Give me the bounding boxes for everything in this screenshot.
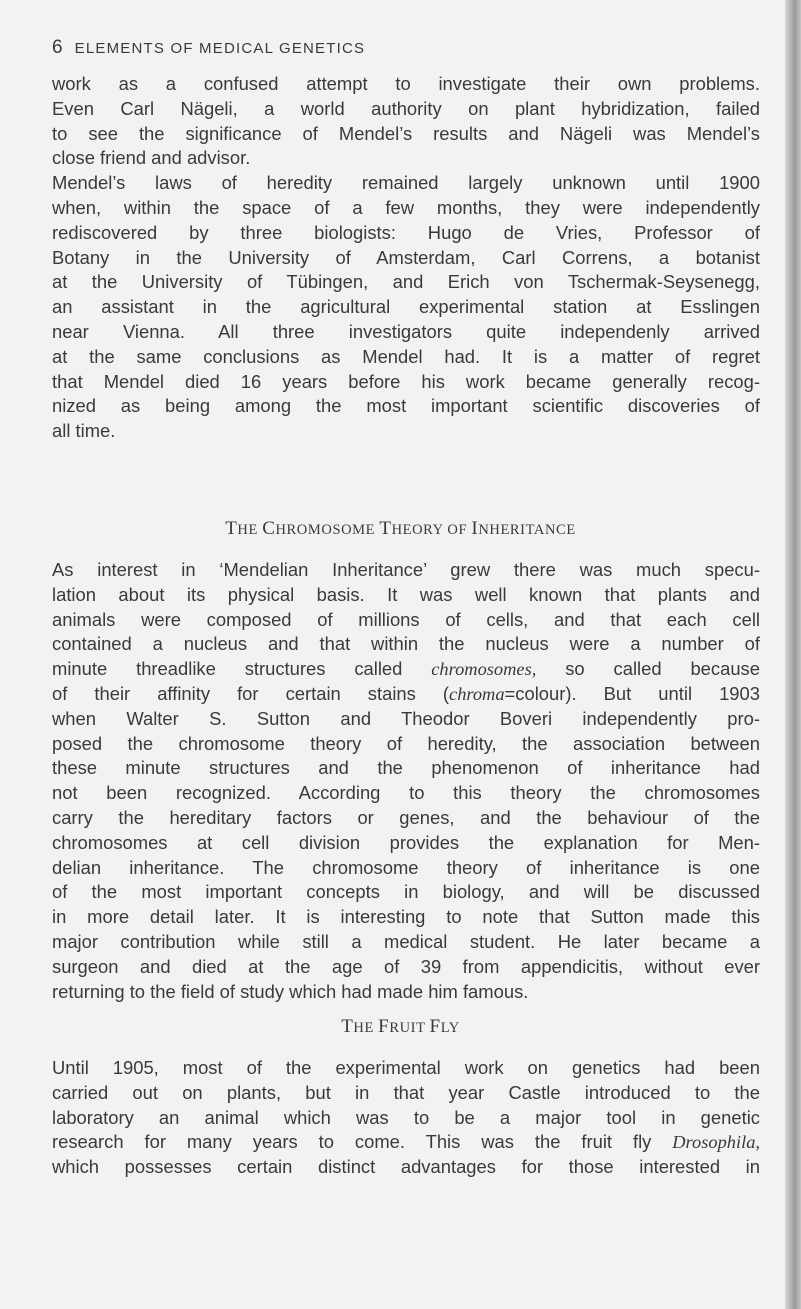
text-span: so called because xyxy=(536,658,760,680)
text-line: surgeon and died at the age of 39 from appendicitis, without ever xyxy=(52,955,760,977)
text-line: Botany in the University of Amsterdam, Carl Correns, a botanist xyxy=(52,246,760,268)
running-title: ELEMENTS OF MEDICAL GENETICS xyxy=(74,40,366,57)
text-span: minute threadlike structures called xyxy=(52,658,432,680)
text-line: that Mendel died 16 years before his work became generally recog- xyxy=(52,370,760,392)
text-line: Mendel’s laws of heredity remained largely unknown until 1900 xyxy=(52,172,760,194)
heading-letter: T xyxy=(341,1016,354,1037)
italic-term: Drosophila, xyxy=(672,1132,760,1153)
text-line: close friend and advisor. xyxy=(52,147,251,169)
text-line: to see the significance of Mendel’s results and Nägeli was Mendel’s xyxy=(52,122,760,144)
text-line: an assistant in the agricultural experimental station at Esslingen xyxy=(52,296,760,318)
text-line: carry the hereditary factors or genes, and the behaviour of the xyxy=(52,806,760,828)
heading-smallcaps: HE xyxy=(237,522,263,538)
heading-smallcaps: HROMOSOME xyxy=(275,522,380,538)
text-line: delian inheritance. The chromosome theory of inheritance is one xyxy=(52,856,760,878)
section-heading-fruit-fly xyxy=(0,1016,801,1039)
text-line: all time. xyxy=(52,420,116,442)
text-line: contained a nucleus and that within the nucleus were a number of xyxy=(52,633,760,655)
text-line xyxy=(52,682,760,707)
heading-letter: C xyxy=(262,518,276,539)
text-line: laboratory an animal which was to be a major tool in genetic xyxy=(52,1106,760,1128)
section-fruit-fly xyxy=(52,1056,760,1180)
page-edge-shadow xyxy=(785,0,801,1309)
running-header xyxy=(52,36,365,61)
text-line: Until 1905, most of the experimental work on genetics had been xyxy=(52,1057,760,1078)
text-line: when Walter S. Sutton and Theodor Boveri independently pro- xyxy=(52,707,760,729)
text-line: near Vienna. All three investigators quite independenly arrived xyxy=(52,320,760,342)
text-span: research for many years to come. This was the fruit fly xyxy=(52,1131,673,1153)
text-line: not been recognized. According to this theory the chromosomes xyxy=(52,782,760,804)
text-span: of their affinity for certain stains ( xyxy=(52,682,450,704)
italic-term: chromosomes, xyxy=(431,659,537,680)
text-line: posed the chromosome theory of heredity, the association between xyxy=(52,732,760,754)
text-line: these minute structures and the phenomenon of inheritance had xyxy=(52,757,760,779)
heading-letter: T xyxy=(379,518,392,539)
section-heading-chromosome-theory xyxy=(0,518,801,541)
text-line: chromosomes at cell division provides the explanation for Men- xyxy=(52,831,760,853)
text-line: Even Carl Nägeli, a world authority on plant hybridization, failed xyxy=(52,97,760,119)
heading-letter: I xyxy=(471,518,479,539)
text-line: lation about its physical basis. It was well known that plants and xyxy=(52,583,760,605)
text-line: As interest in ‘Mendelian Inheritance’ grew there was much specu- xyxy=(52,559,760,580)
text-line: animals were composed of millions of cells, and that each cell xyxy=(52,608,760,630)
heading-smallcaps: RUIT xyxy=(389,1020,430,1036)
text-line xyxy=(52,657,760,682)
section-mendel-rediscovery xyxy=(52,72,760,444)
italic-term: chroma xyxy=(449,683,505,704)
heading-smallcaps: HEORY OF xyxy=(391,522,472,538)
heading-smallcaps: LY xyxy=(440,1020,460,1036)
heading-smallcaps: NHERITANCE xyxy=(478,522,576,538)
text-line: major contribution while still a medical student. He later became a xyxy=(52,930,760,952)
text-line: nized as being among the most important scientific discoveries of xyxy=(52,395,760,417)
heading-letter: T xyxy=(225,518,238,539)
text-line: at the same conclusions as Mendel had. It is a matter of regret xyxy=(52,345,760,367)
page-number: 6 xyxy=(52,37,64,58)
text-line: which possesses certain distinct advantages for those interested in xyxy=(52,1156,760,1178)
text-line: when, within the space of a few months, they were independently xyxy=(52,196,760,218)
text-line: work as a confused attempt to investigate their own problems. xyxy=(52,73,760,94)
text-line: carried out on plants, but in that year Castle introduced to the xyxy=(52,1081,760,1103)
text-line: rediscovered by three biologists: Hugo de Vries, Professor of xyxy=(52,221,760,243)
text-line: at the University of Tübingen, and Erich von Tschermak-Seysenegg, xyxy=(52,271,760,293)
section-chromosome-theory xyxy=(52,558,760,1004)
heading-smallcaps: HE xyxy=(353,1020,379,1036)
text-line: of the most important concepts in biology, and will be discussed xyxy=(52,881,760,903)
text-line: in more detail later. It is interesting to note that Sutton made this xyxy=(52,906,760,928)
text-span: =colour). But until 1903 xyxy=(504,682,760,704)
text-line: returning to the field of study which had made him famous. xyxy=(52,980,529,1002)
heading-letter: F xyxy=(378,1016,390,1037)
heading-letter: F xyxy=(429,1016,441,1037)
text-line xyxy=(52,1130,760,1155)
